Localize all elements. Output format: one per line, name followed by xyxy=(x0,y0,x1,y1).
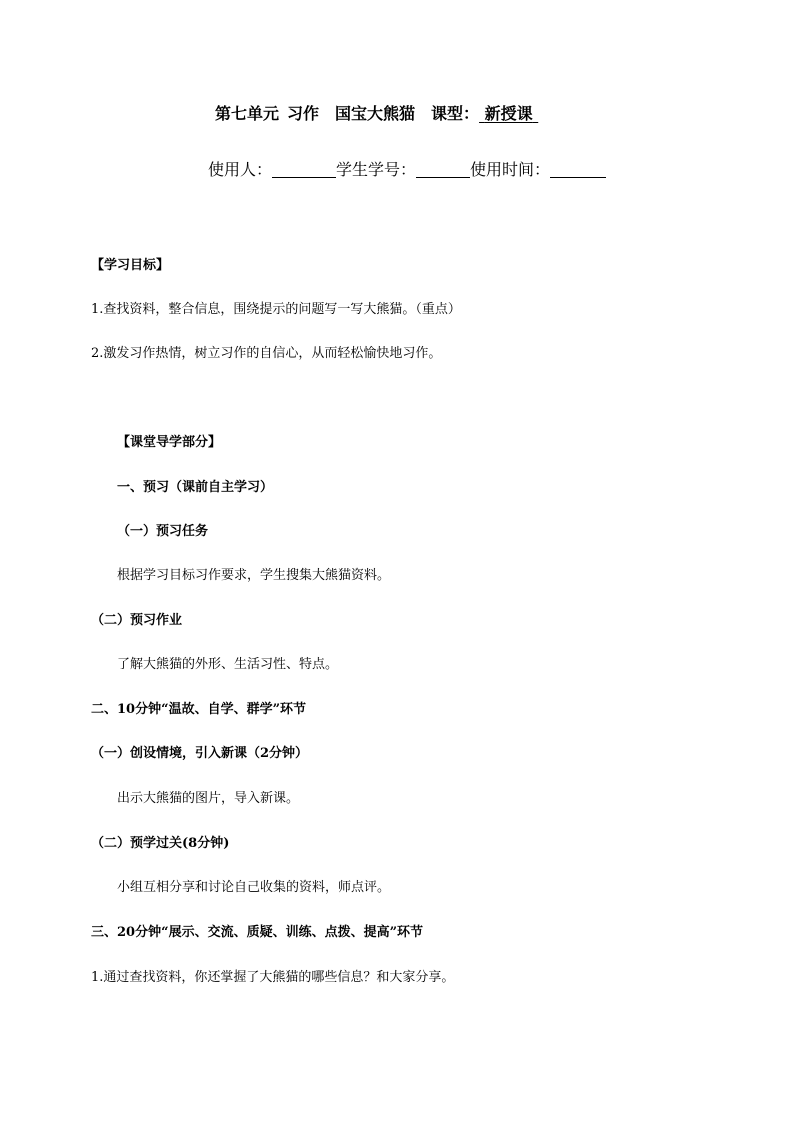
section-3-item-1: 1.通过查找资料，你还掌握了大熊猫的哪些信息？和大家分享。 xyxy=(91,970,455,985)
unit-label: 第七单元 xyxy=(215,104,280,123)
user-label: 使用人： xyxy=(208,160,273,179)
lesson-topic: 国宝大熊猫 xyxy=(335,104,416,123)
time-label: 使用时间： xyxy=(470,160,551,179)
preview-homework-text: 了解大熊猫的外形、生活习性、特点。 xyxy=(117,657,339,672)
user-blank[interactable] xyxy=(272,161,336,178)
preview-task-heading: （一）预习任务 xyxy=(117,524,209,539)
section-2-heading: 二、10分钟“温故、自学、群学”环节 xyxy=(91,702,307,717)
preview-task-text: 根据学习目标习作要求，学生搜集大熊猫资料。 xyxy=(117,568,391,583)
objective-item-1: 1.查找资料，整合信息，围绕提示的问题写一写大熊猫。（重点） xyxy=(91,302,461,317)
course-type-value: 新授课 xyxy=(484,104,533,123)
guide-heading: 【课堂导学部分】 xyxy=(117,435,222,450)
lesson-kind: 习作 xyxy=(287,104,320,123)
section-2-sub1-heading: （一）创设情境，引入新课（2分钟） xyxy=(91,746,309,761)
preview-homework-heading: （二）预习作业 xyxy=(91,613,183,628)
section-3-heading: 三、20分钟“展示、交流、质疑、训练、点拨、提高”环节 xyxy=(91,925,424,940)
section-2-sub1-text: 出示大熊猫的图片，导入新课。 xyxy=(117,791,300,806)
student-id-label: 学生学号： xyxy=(336,160,417,179)
time-blank[interactable] xyxy=(550,161,606,178)
section-2-sub2-text: 小组互相分享和讨论自己收集的资料，师点评。 xyxy=(117,880,391,895)
worksheet-title xyxy=(215,106,538,122)
section-2-sub2-heading: （二）预学过关(8分钟) xyxy=(91,836,230,851)
course-type-label: 课型： xyxy=(431,104,480,123)
objective-item-2: 2.激发习作热情，树立习作的自信心，从而轻松愉快地习作。 xyxy=(91,346,442,361)
objectives-heading: 【学习目标】 xyxy=(91,258,170,273)
preview-heading: 一、预习（课前自主学习） xyxy=(117,480,274,495)
usage-info-line xyxy=(208,161,606,178)
student-id-blank[interactable] xyxy=(416,161,470,178)
